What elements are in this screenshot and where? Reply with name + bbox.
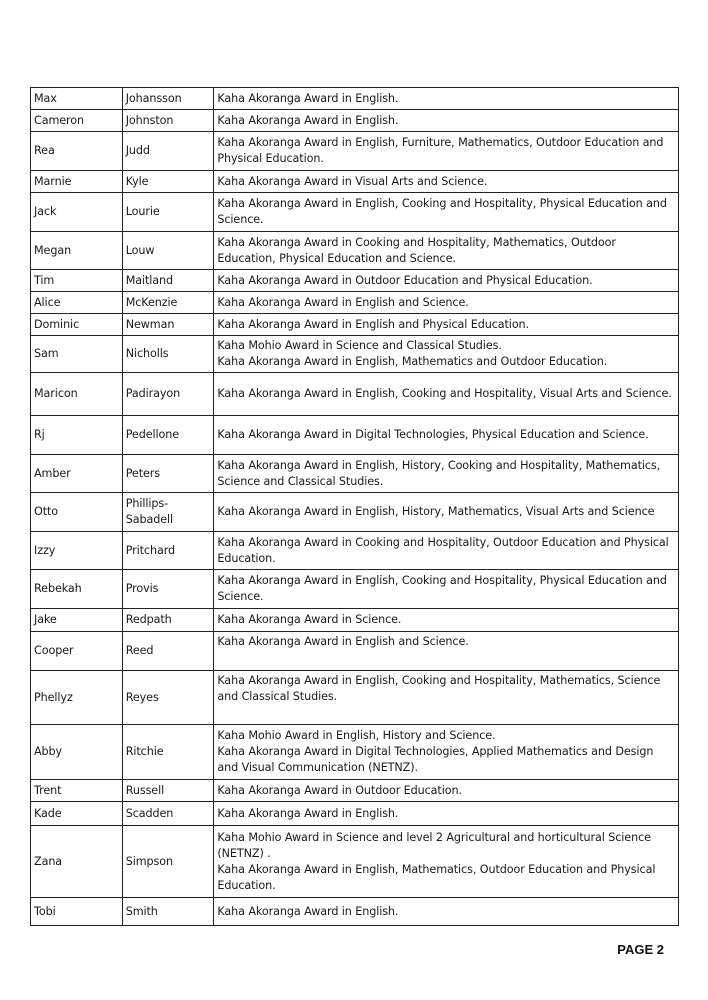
- award-text: Kaha Akoranga Award in English, Cooking and Hospitality, Physical Education and Science.: [217, 574, 667, 603]
- last-name-cell: Pritchard: [122, 532, 214, 570]
- last-name-cell: Lourie: [122, 193, 214, 232]
- award-cell: [214, 455, 679, 493]
- table-row: [31, 292, 679, 314]
- award-cell: [214, 780, 679, 802]
- award-cell: [214, 416, 679, 455]
- table-row: [31, 193, 679, 232]
- last-name-cell: Provis: [122, 570, 214, 609]
- last-name-cell: Reed: [122, 632, 214, 671]
- award-text: Kaha Akoranga Award in Digital Technologies, Applied Mathematics and Design and Visual Communication (NETNZ).: [217, 745, 654, 774]
- award-text: Kaha Mohio Award in English, History and Science.: [217, 729, 496, 742]
- award-cell: [214, 292, 679, 314]
- award-cell: [214, 532, 679, 570]
- last-name-cell: Ritchie: [122, 725, 214, 780]
- table-row: [31, 532, 679, 570]
- last-name-cell: Peters: [122, 455, 214, 493]
- award-text: Kaha Mohio Award in Science and level 2 Agricultural and horticultural Science (NETNZ) .: [217, 830, 651, 860]
- award-cell: [214, 570, 679, 609]
- last-name-cell: Redpath: [122, 609, 214, 632]
- award-text: Kaha Akoranga Award in English, Cooking and Hospitality, Physical Education and Science.: [217, 197, 667, 226]
- award-cell: [214, 609, 679, 632]
- last-name-cell: Scadden: [122, 802, 214, 826]
- award-text: Kaha Akoranga Award in English, History, Cooking and Hospitality, Mathematics, Science and Classical Studies.: [217, 458, 661, 488]
- award-text: Kaha Akoranga Award in Visual Arts and Science.: [217, 174, 488, 188]
- last-name-cell: Simpson: [122, 826, 214, 898]
- table-row: [31, 802, 679, 826]
- award-cell: [214, 110, 679, 132]
- first-name-cell: Megan: [31, 232, 123, 270]
- last-name-cell: Newman: [122, 314, 214, 336]
- last-name-cell: McKenzie: [122, 292, 214, 314]
- last-name-cell: Phillips-Sabadell: [122, 493, 214, 532]
- award-text: Kaha Akoranga Award in English, Cooking and Hospitality, Visual Arts and Science.: [217, 387, 672, 400]
- first-name-cell: Otto: [31, 493, 123, 532]
- award-cell: [214, 373, 679, 416]
- award-cell: [214, 132, 679, 171]
- first-name-cell: Rebekah: [31, 570, 123, 609]
- table-row: [31, 232, 679, 270]
- award-text: Kaha Akoranga Award in English, Cooking and Hospitality, Mathematics, Science and Classical Studies.: [217, 674, 661, 703]
- first-name-cell: Kade: [31, 802, 123, 826]
- award-cell: [214, 802, 679, 826]
- first-name-cell: Max: [31, 88, 123, 110]
- last-name-cell: Johansson: [122, 88, 214, 110]
- award-cell: [214, 270, 679, 292]
- award-cell: [214, 632, 679, 671]
- award-text: Kaha Akoranga Award in Digital Technologies, Physical Education and Science.: [217, 428, 649, 441]
- table-row: [31, 110, 679, 132]
- table-row: [31, 671, 679, 725]
- award-text: Kaha Akoranga Award in Science.: [217, 613, 402, 626]
- award-text: Kaha Akoranga Award in English.: [217, 91, 399, 105]
- first-name-cell: Tim: [31, 270, 123, 292]
- first-name-cell: Sam: [31, 336, 123, 373]
- table-row: [31, 780, 679, 802]
- award-cell: [214, 493, 679, 532]
- award-cell: [214, 314, 679, 336]
- first-name-cell: Jack: [31, 193, 123, 232]
- table-row: [31, 314, 679, 336]
- award-text: Kaha Akoranga Award in English and Science.: [217, 635, 469, 648]
- award-text: Kaha Akoranga Award in English, Furniture, Mathematics, Outdoor Education and Physical Education.: [217, 136, 664, 165]
- table-row: [31, 826, 679, 898]
- award-text: Kaha Akoranga Award in Outdoor Education and Physical Education.: [217, 273, 593, 287]
- awards-table-body: [31, 88, 679, 926]
- last-name-cell: Louw: [122, 232, 214, 270]
- last-name-cell: Judd: [122, 132, 214, 171]
- last-name-cell: Reyes: [122, 671, 214, 725]
- table-row: [31, 373, 679, 416]
- last-name-cell: Pedellone: [122, 416, 214, 455]
- award-cell: [214, 898, 679, 926]
- table-row: [31, 336, 679, 373]
- first-name-cell: Maricon: [31, 373, 123, 416]
- first-name-cell: Trent: [31, 780, 123, 802]
- award-cell: [214, 725, 679, 780]
- table-row: [31, 88, 679, 110]
- first-name-cell: Amber: [31, 455, 123, 493]
- first-name-cell: Cooper: [31, 632, 123, 671]
- award-cell: [214, 88, 679, 110]
- first-name-cell: Tobi: [31, 898, 123, 926]
- last-name-cell: Russell: [122, 780, 214, 802]
- award-text: Kaha Akoranga Award in English, Mathematics and Outdoor Education.: [217, 355, 608, 368]
- award-text: Kaha Akoranga Award in English and Science.: [217, 295, 469, 309]
- award-cell: [214, 671, 679, 725]
- first-name-cell: Dominic: [31, 314, 123, 336]
- award-text: Kaha Akoranga Award in English and Physical Education.: [217, 317, 530, 331]
- table-row: [31, 609, 679, 632]
- award-cell: [214, 193, 679, 232]
- first-name-cell: Abby: [31, 725, 123, 780]
- award-text: Kaha Mohio Award in Science and Classical Studies.: [217, 339, 502, 352]
- award-text: Kaha Akoranga Award in English.: [217, 113, 399, 127]
- table-row: [31, 493, 679, 532]
- last-name-cell: Nicholls: [122, 336, 214, 373]
- last-name-cell: Smith: [122, 898, 214, 926]
- award-text: Kaha Akoranga Award in English.: [217, 806, 399, 820]
- first-name-cell: Rj: [31, 416, 123, 455]
- awards-table: [30, 87, 679, 926]
- last-name-cell: Padirayon: [122, 373, 214, 416]
- first-name-cell: Zana: [31, 826, 123, 898]
- last-name-cell: Maitland: [122, 270, 214, 292]
- award-text: Kaha Akoranga Award in Outdoor Education.: [217, 783, 462, 797]
- award-text: Kaha Akoranga Award in Cooking and Hospitality, Outdoor Education and Physical Education.: [217, 535, 669, 565]
- first-name-cell: Jake: [31, 609, 123, 632]
- last-name-cell: Kyle: [122, 171, 214, 193]
- first-name-cell: Marnie: [31, 171, 123, 193]
- table-row: [31, 455, 679, 493]
- table-row: [31, 898, 679, 926]
- first-name-cell: Alice: [31, 292, 123, 314]
- award-text: Kaha Akoranga Award in English, Mathematics, Outdoor Education and Physical Education.: [217, 862, 656, 892]
- table-row: [31, 416, 679, 455]
- award-text: Kaha Akoranga Award in English, History, Mathematics, Visual Arts and Science: [217, 505, 655, 518]
- award-cell: [214, 826, 679, 898]
- award-text: Kaha Akoranga Award in Cooking and Hospitality, Mathematics, Outdoor Education, Physical Education and Science.: [217, 235, 616, 265]
- last-name-cell: Johnston: [122, 110, 214, 132]
- award-cell: [214, 336, 679, 373]
- page-number: PAGE 2: [617, 942, 664, 957]
- table-row: [31, 270, 679, 292]
- award-cell: [214, 171, 679, 193]
- award-text: Kaha Akoranga Award in English.: [217, 904, 399, 918]
- first-name-cell: Cameron: [31, 110, 123, 132]
- table-row: [31, 132, 679, 171]
- table-row: [31, 632, 679, 671]
- table-row: [31, 725, 679, 780]
- first-name-cell: Rea: [31, 132, 123, 171]
- award-cell: [214, 232, 679, 270]
- first-name-cell: Izzy: [31, 532, 123, 570]
- table-row: [31, 171, 679, 193]
- table-row: [31, 570, 679, 609]
- first-name-cell: Phellyz: [31, 671, 123, 725]
